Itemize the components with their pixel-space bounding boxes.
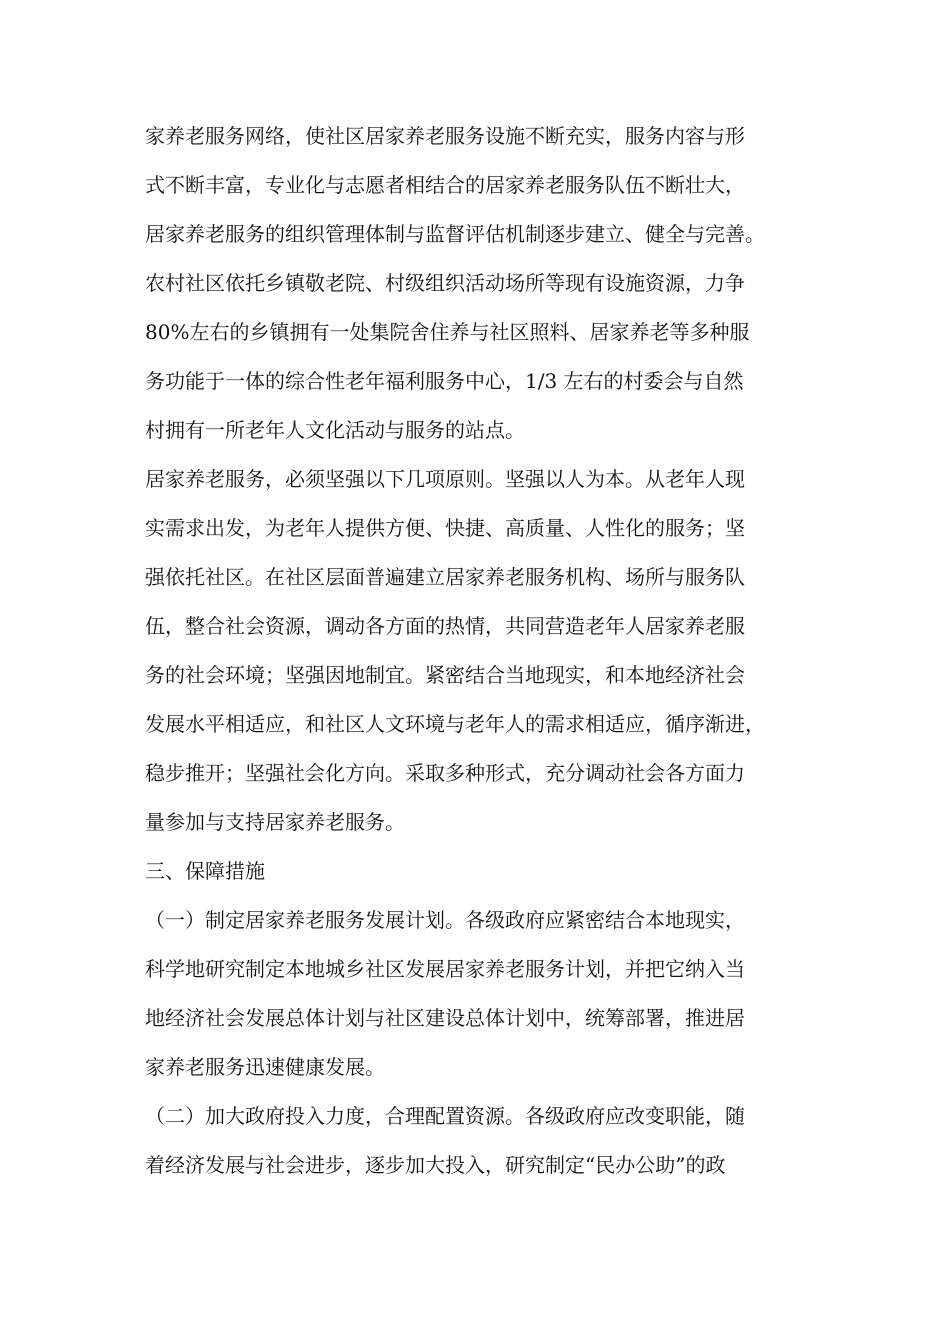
- text-line: （二）加大政府投入力度，合理配置资源。各级政府应改变职能，随: [145, 1104, 745, 1128]
- text-line: 农村社区依托乡镇敬老院、村级组织活动场所等现有设施资源，力争: [145, 271, 745, 295]
- text-line: 式不断丰富，专业化与志愿者相结合的居家养老服务队伍不断壮大，: [145, 173, 745, 197]
- text-line: 科学地研究制定本地城乡社区发展居家养老服务计划，并把它纳入当: [145, 957, 745, 981]
- text-line: 家养老服务网络，使社区居家养老服务设施不断充实，服务内容与形: [145, 124, 745, 148]
- text-line: 村拥有一所老年人文化活动与服务的站点。: [145, 418, 525, 442]
- text-line: 地经济社会发展总体计划与社区建设总体计划中，统筹部署，推进居: [145, 1006, 745, 1030]
- text-line: 实需求出发，为老年人提供方便、快捷、高质量、人性化的服务；坚: [145, 516, 745, 540]
- text-line: 80%左右的乡镇拥有一处集院舍住养与社区照料、居家养老等多种服: [145, 320, 750, 344]
- text-line: 量参加与支持居家养老服务。: [145, 810, 405, 834]
- text-line: 务功能于一体的综合性老年福利服务中心，1/3 左右的村委会与自然: [145, 369, 744, 393]
- text-line: 着经济发展与社会进步，逐步加大投入，研究制定“民办公助”的政: [145, 1153, 726, 1177]
- text-line: 家养老服务迅速健康发展。: [145, 1055, 385, 1079]
- text-line: 居家养老服务，必须坚强以下几项原则。坚强以人为本。从老年人现: [145, 467, 745, 491]
- body-text: [145, 112, 815, 1190]
- text-line: 发展水平相适应，和社区人文环境与老年人的需求相适应，循序渐进，: [145, 712, 765, 736]
- text-line: （一）制定居家养老服务发展计划。各级政府应紧密结合本地现实，: [145, 908, 745, 932]
- text-line: 伍，整合社会资源，调动各方面的热情，共同营造老年人居家养老服: [145, 614, 745, 638]
- text-line: 强依托社区。在社区层面普遍建立居家养老服务机构、场所与服务队: [145, 565, 745, 589]
- text-line: 稳步推开；坚强社会化方向。采取多种形式，充分调动社会各方面力: [145, 761, 745, 785]
- text-line: 居家养老服务的组织管理体制与监督评估机制逐步建立、健全与完善。: [145, 222, 765, 246]
- section-heading: 三、保障措施: [145, 859, 265, 883]
- text-line: 务的社会环境；坚强因地制宜。紧密结合当地现实，和本地经济社会: [145, 663, 745, 687]
